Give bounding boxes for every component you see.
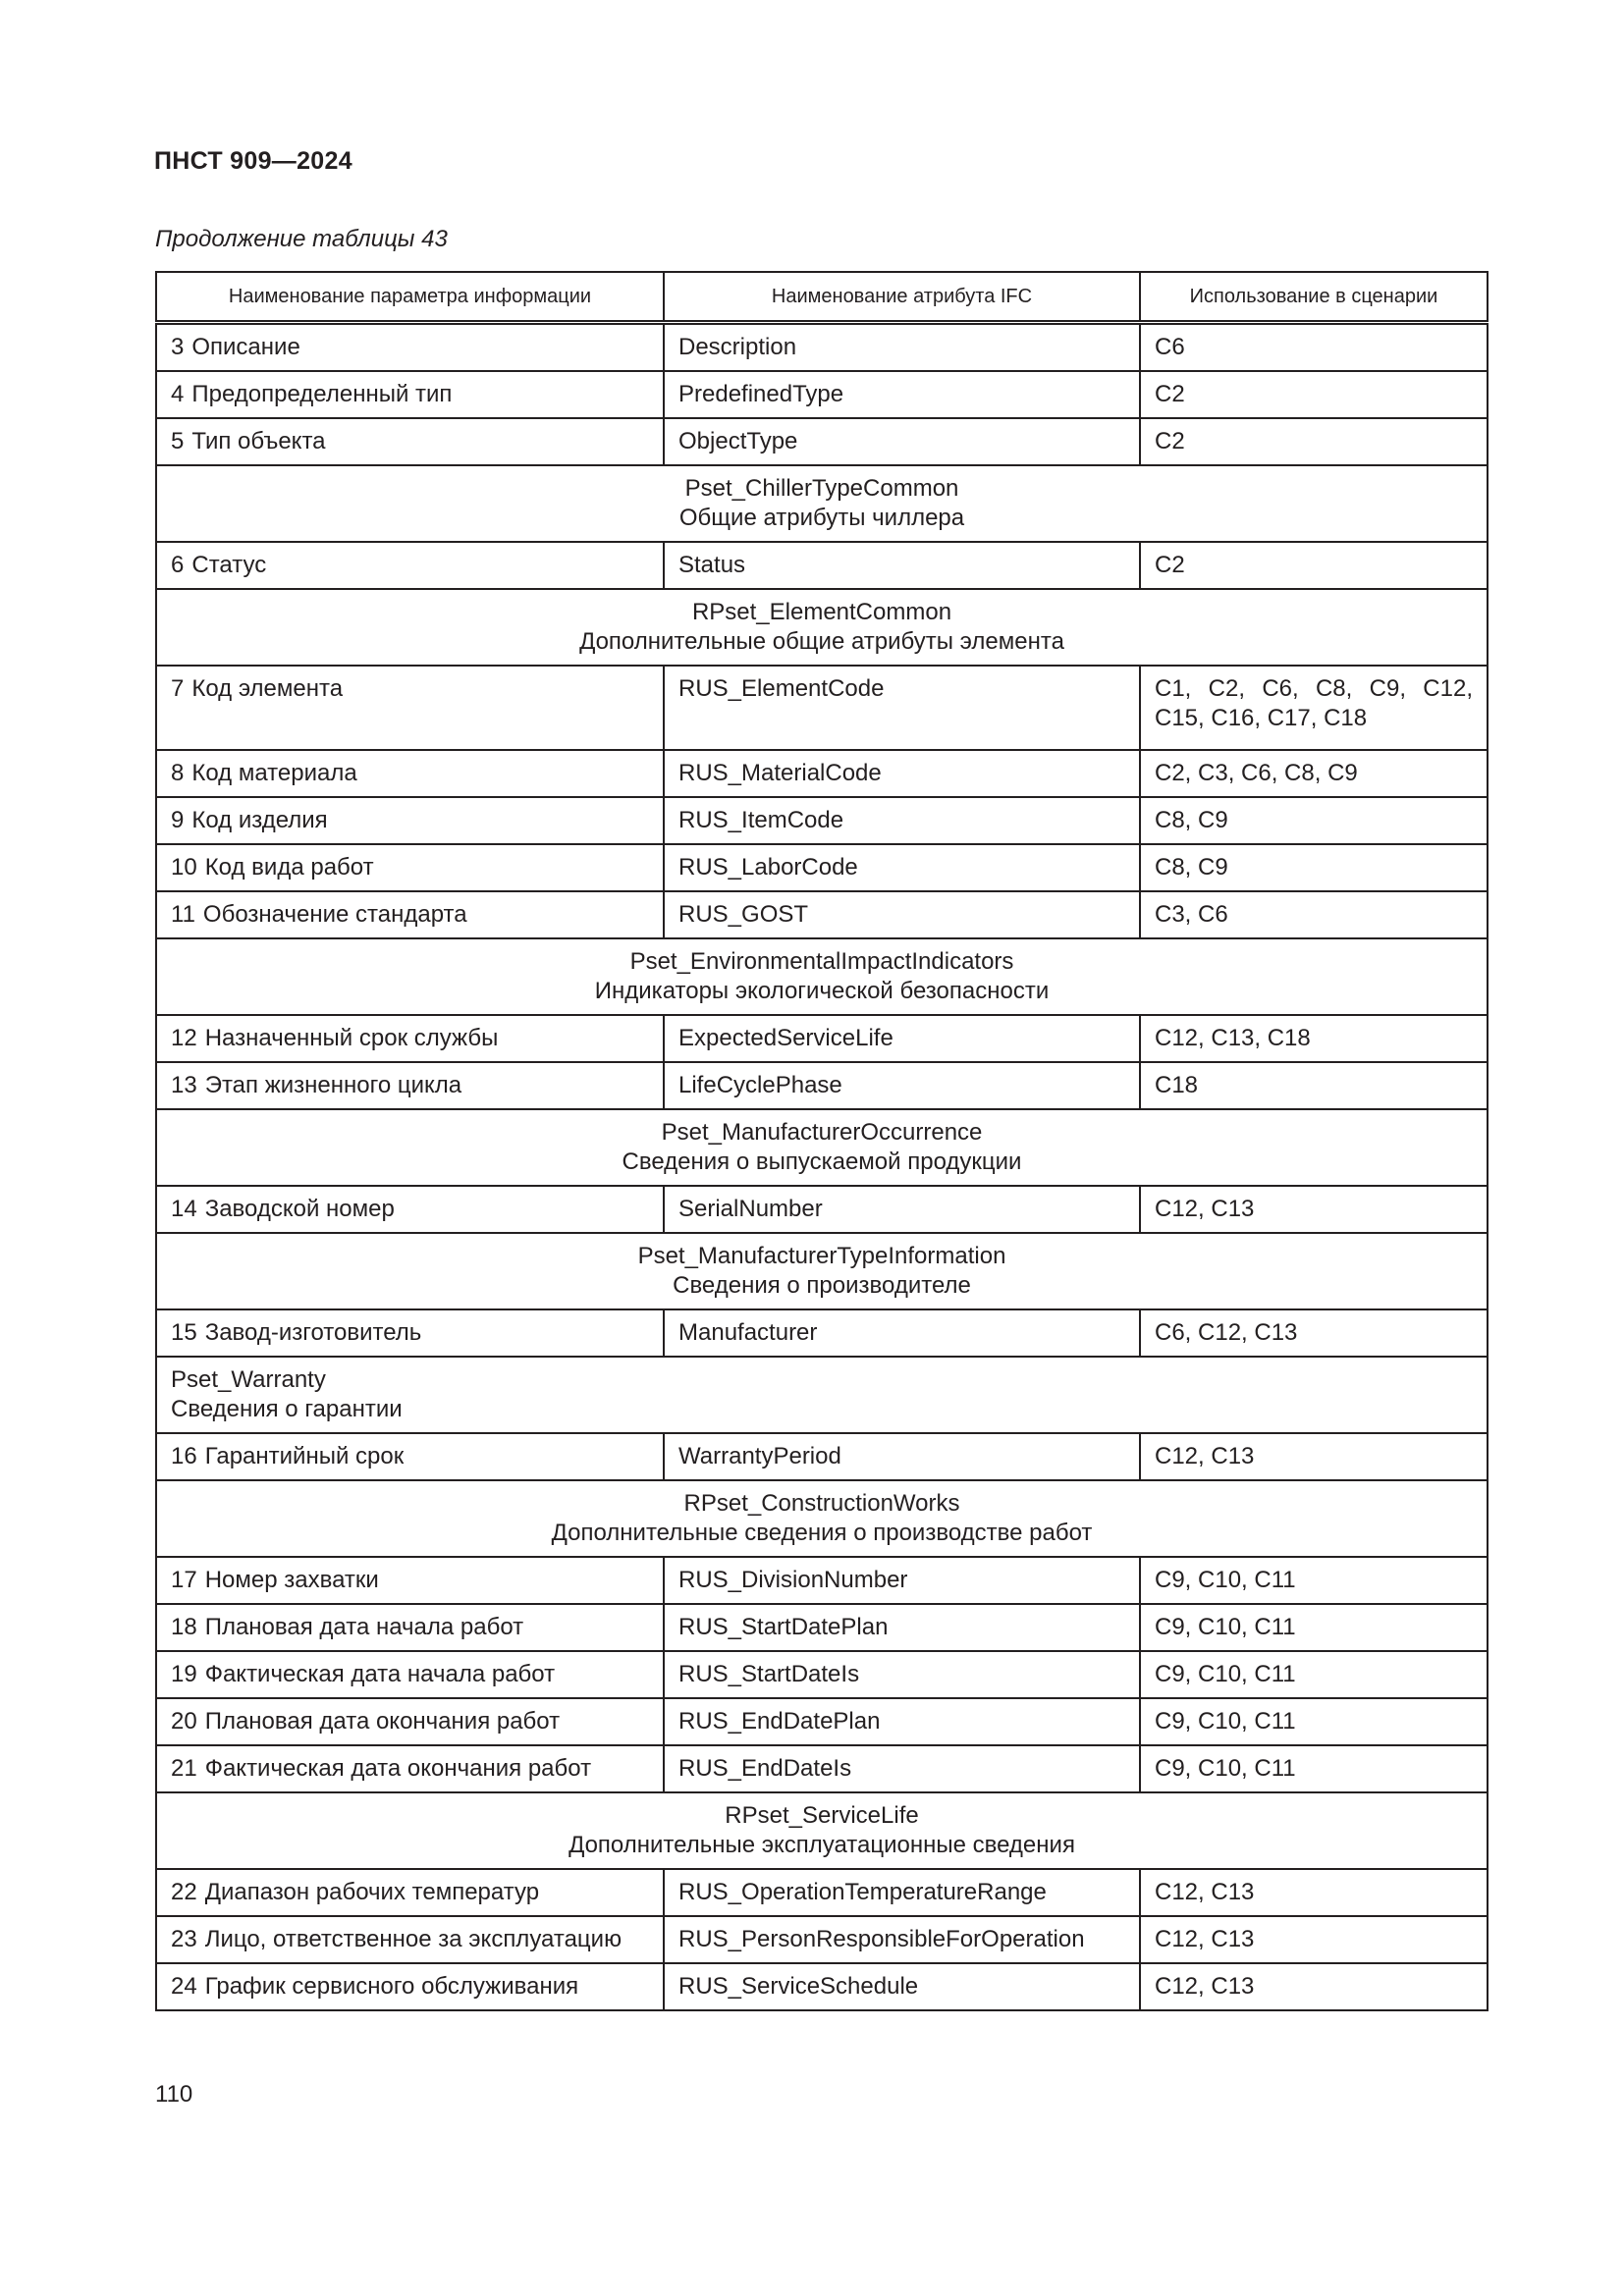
parameter-name-cell — [156, 750, 664, 797]
property-set-name: RPset_ServiceLife — [725, 1802, 919, 1829]
scenario-usage-cell: C12, C13 — [1140, 1963, 1488, 2010]
table-row — [156, 1651, 1488, 1698]
row-number: 7 — [171, 675, 185, 702]
scenario-usage-cell: C6 — [1140, 323, 1488, 372]
ifc-attribute-cell: RUS_DivisionNumber — [664, 1557, 1140, 1604]
parameter-name: Предопределенный тип — [191, 381, 453, 407]
scenario-usage-cell: C9, C10, C11 — [1140, 1745, 1488, 1792]
parameter-name: Номер захватки — [204, 1567, 379, 1593]
parameter-name: Описание — [191, 334, 300, 360]
scenario-usage-cell: C9, C10, C11 — [1140, 1557, 1488, 1604]
table-row — [156, 1015, 1488, 1062]
row-number: 14 — [171, 1196, 197, 1222]
table-row — [156, 891, 1488, 938]
property-set-group-row — [156, 1109, 1488, 1186]
table-row — [156, 1309, 1488, 1357]
row-number: 23 — [171, 1926, 197, 1952]
property-set-cell — [156, 1357, 1488, 1433]
property-set-group-row — [156, 465, 1488, 542]
property-set-cell — [156, 589, 1488, 666]
parameter-name-cell — [156, 542, 664, 589]
scenario-usage-cell: C12, C13 — [1140, 1433, 1488, 1480]
property-set-group-row — [156, 1233, 1488, 1309]
parameter-name-cell — [156, 1963, 664, 2010]
parameter-name: Тип объекта — [191, 428, 326, 454]
scenario-usage-cell: C2 — [1140, 542, 1488, 589]
row-number: 4 — [171, 381, 185, 407]
parameter-name-cell — [156, 323, 664, 372]
table-row — [156, 418, 1488, 465]
property-set-cell — [156, 938, 1488, 1015]
ifc-attribute-cell: Description — [664, 323, 1140, 372]
parameter-name: Код вида работ — [204, 854, 374, 881]
row-number: 16 — [171, 1443, 197, 1469]
property-set-description: Дополнительные общие атрибуты элемента — [579, 628, 1064, 655]
property-set-name: RPset_ConstructionWorks — [683, 1490, 960, 1517]
parameter-name-cell — [156, 1186, 664, 1233]
ifc-attribute-cell: RUS_ItemCode — [664, 797, 1140, 844]
table-continuation-caption: Продолжение таблицы 43 — [155, 226, 448, 252]
row-number: 17 — [171, 1567, 197, 1593]
property-set-description: Сведения о выпускаемой продукции — [622, 1148, 1022, 1175]
property-set-name: Pset_ManufacturerTypeInformation — [637, 1243, 1006, 1269]
ifc-attribute-cell: LifeCyclePhase — [664, 1062, 1140, 1109]
property-set-name: Pset_Warranty — [171, 1366, 326, 1393]
property-set-name: RPset_ElementCommon — [691, 599, 952, 625]
parameter-name-cell — [156, 1433, 664, 1480]
parameter-name-cell — [156, 1062, 664, 1109]
column-header-scenario-usage: Использование в сценарии — [1140, 272, 1488, 323]
table-row — [156, 1916, 1488, 1963]
scenario-usage-cell: C8, C9 — [1140, 844, 1488, 891]
property-set-description: Дополнительные сведения о производстве работ — [551, 1520, 1093, 1546]
row-number: 9 — [171, 807, 185, 833]
parameter-name-cell — [156, 891, 664, 938]
parameter-name: Код изделия — [191, 807, 328, 833]
ifc-attribute-cell: RUS_PersonResponsibleForOperation — [664, 1916, 1140, 1963]
scenario-usage-cell: C2 — [1140, 418, 1488, 465]
property-set-description: Сведения о гарантии — [171, 1396, 403, 1422]
scenario-usage-cell: C3, C6 — [1140, 891, 1488, 938]
scenario-usage-cell: C8, C9 — [1140, 797, 1488, 844]
property-set-description: Сведения о производителе — [673, 1272, 971, 1299]
ifc-attribute-cell: PredefinedType — [664, 371, 1140, 418]
scenario-usage-cell: C2 — [1140, 371, 1488, 418]
property-set-cell — [156, 1480, 1488, 1557]
table-row — [156, 666, 1488, 750]
ifc-attribute-cell: Manufacturer — [664, 1309, 1140, 1357]
table-row — [156, 1186, 1488, 1233]
row-number: 18 — [171, 1614, 197, 1640]
parameter-name: Код материала — [191, 760, 357, 786]
property-set-description: Общие атрибуты чиллера — [678, 505, 965, 531]
parameter-name: Фактическая дата начала работ — [204, 1661, 556, 1687]
parameter-name-cell — [156, 1557, 664, 1604]
table-row — [156, 323, 1488, 372]
parameter-name-cell — [156, 844, 664, 891]
table-row — [156, 750, 1488, 797]
property-set-cell — [156, 465, 1488, 542]
parameter-name-cell — [156, 1869, 664, 1916]
ifc-attribute-cell: RUS_MaterialCode — [664, 750, 1140, 797]
property-set-cell — [156, 1109, 1488, 1186]
property-set-group-row — [156, 938, 1488, 1015]
table-row — [156, 542, 1488, 589]
property-set-group-row — [156, 1480, 1488, 1557]
ifc-attribute-cell: RUS_EndDatePlan — [664, 1698, 1140, 1745]
property-set-cell — [156, 1233, 1488, 1309]
scenario-usage-cell: C6, C12, C13 — [1140, 1309, 1488, 1357]
table-row — [156, 1963, 1488, 2010]
row-number: 12 — [171, 1025, 197, 1051]
column-header-ifc-attribute: Наименование атрибута IFC — [664, 272, 1140, 323]
scenario-usage-cell: C12, C13 — [1140, 1186, 1488, 1233]
parameter-name: Плановая дата начала работ — [204, 1614, 524, 1640]
parameter-name-cell — [156, 1651, 664, 1698]
row-number: 3 — [171, 334, 185, 360]
ifc-attribute-cell: Status — [664, 542, 1140, 589]
property-set-group-row — [156, 1792, 1488, 1869]
column-header-parameter: Наименование параметра информации — [156, 272, 664, 323]
ifc-attribute-cell: RUS_StartDateIs — [664, 1651, 1140, 1698]
parameter-name: Обозначение стандарта — [202, 901, 467, 928]
table-row — [156, 797, 1488, 844]
parameter-name: Этап жизненного цикла — [204, 1072, 462, 1098]
row-number: 11 — [171, 901, 195, 928]
scenario-usage-cell: C12, C13 — [1140, 1869, 1488, 1916]
table-row — [156, 1869, 1488, 1916]
row-number: 13 — [171, 1072, 197, 1098]
ifc-attribute-cell: RUS_LaborCode — [664, 844, 1140, 891]
parameter-name: Плановая дата окончания работ — [204, 1708, 561, 1735]
parameter-name-cell — [156, 1916, 664, 1963]
row-number: 20 — [171, 1708, 197, 1735]
parameter-name-cell — [156, 797, 664, 844]
scenario-usage-cell: C12, C13 — [1140, 1916, 1488, 1963]
row-number: 24 — [171, 1973, 197, 2000]
parameter-name-cell — [156, 1745, 664, 1792]
parameter-name: Завод-изготовитель — [204, 1319, 422, 1346]
table-row — [156, 1062, 1488, 1109]
row-number: 21 — [171, 1755, 197, 1782]
property-set-description: Индикаторы экологической безопасности — [594, 978, 1050, 1004]
parameter-name-cell — [156, 1698, 664, 1745]
table-row — [156, 1433, 1488, 1480]
table-row — [156, 1604, 1488, 1651]
property-set-description: Дополнительные эксплуатационные сведения — [568, 1832, 1075, 1858]
scenario-usage-cell: C9, C10, C11 — [1140, 1651, 1488, 1698]
parameter-name-cell — [156, 1309, 664, 1357]
table-row — [156, 844, 1488, 891]
scenario-usage-cell: C12, C13, C18 — [1140, 1015, 1488, 1062]
ifc-attribute-cell: RUS_ElementCode — [664, 666, 1140, 750]
scenario-usage-cell: C1, C2, C6, C8, C9, C12, C15, C16, C17, C18 — [1140, 666, 1488, 750]
ifc-attribute-cell: ObjectType — [664, 418, 1140, 465]
parameter-name-cell — [156, 418, 664, 465]
parameter-name: График сервисного обслуживания — [204, 1973, 579, 2000]
row-number: 22 — [171, 1879, 197, 1905]
scenario-usage-cell: C2, C3, C6, C8, C9 — [1140, 750, 1488, 797]
scenario-usage-cell: C18 — [1140, 1062, 1488, 1109]
parameter-name-cell — [156, 371, 664, 418]
document-code: ПНСТ 909—2024 — [154, 147, 352, 175]
row-number: 6 — [171, 552, 185, 578]
parameter-name: Лицо, ответственное за эксплуатацию — [204, 1926, 623, 1952]
parameter-name: Статус — [191, 552, 267, 578]
property-set-group-row — [156, 1357, 1488, 1433]
ifc-attribute-cell: RUS_GOST — [664, 891, 1140, 938]
ifc-attribute-cell: RUS_EndDateIs — [664, 1745, 1140, 1792]
parameter-name: Код элемента — [191, 675, 344, 702]
property-set-name: Pset_EnvironmentalImpactIndicators — [629, 948, 1014, 975]
table-row — [156, 1557, 1488, 1604]
ifc-attribute-cell: ExpectedServiceLife — [664, 1015, 1140, 1062]
attributes-table — [155, 271, 1489, 2011]
parameter-name: Заводской номер — [204, 1196, 395, 1222]
row-number: 15 — [171, 1319, 197, 1346]
parameter-name: Фактическая дата окончания работ — [204, 1755, 592, 1782]
row-number: 5 — [171, 428, 185, 454]
property-set-name: Pset_ChillerTypeCommon — [684, 475, 959, 502]
scenario-usage-cell: C9, C10, C11 — [1140, 1604, 1488, 1651]
parameter-name-cell — [156, 1604, 664, 1651]
property-set-name: Pset_ManufacturerOccurrence — [661, 1119, 983, 1146]
parameter-name-cell — [156, 1015, 664, 1062]
parameter-name: Гарантийный срок — [204, 1443, 405, 1469]
row-number: 19 — [171, 1661, 197, 1687]
scenario-usage-cell: C9, C10, C11 — [1140, 1698, 1488, 1745]
table-row — [156, 1698, 1488, 1745]
ifc-attribute-cell: RUS_StartDatePlan — [664, 1604, 1140, 1651]
property-set-cell — [156, 1792, 1488, 1869]
parameter-name: Диапазон рабочих температур — [204, 1879, 540, 1905]
ifc-attribute-cell: RUS_OperationTemperatureRange — [664, 1869, 1140, 1916]
ifc-attribute-cell: SerialNumber — [664, 1186, 1140, 1233]
property-set-group-row — [156, 589, 1488, 666]
ifc-attribute-cell: WarrantyPeriod — [664, 1433, 1140, 1480]
table-row — [156, 1745, 1488, 1792]
parameter-name: Назначенный срок службы — [204, 1025, 499, 1051]
row-number: 8 — [171, 760, 185, 786]
table-header-row — [156, 272, 1488, 323]
row-number: 10 — [171, 854, 197, 881]
table-row — [156, 371, 1488, 418]
parameter-name-cell — [156, 666, 664, 750]
page-number: 110 — [155, 2081, 193, 2108]
ifc-attribute-cell: RUS_ServiceSchedule — [664, 1963, 1140, 2010]
